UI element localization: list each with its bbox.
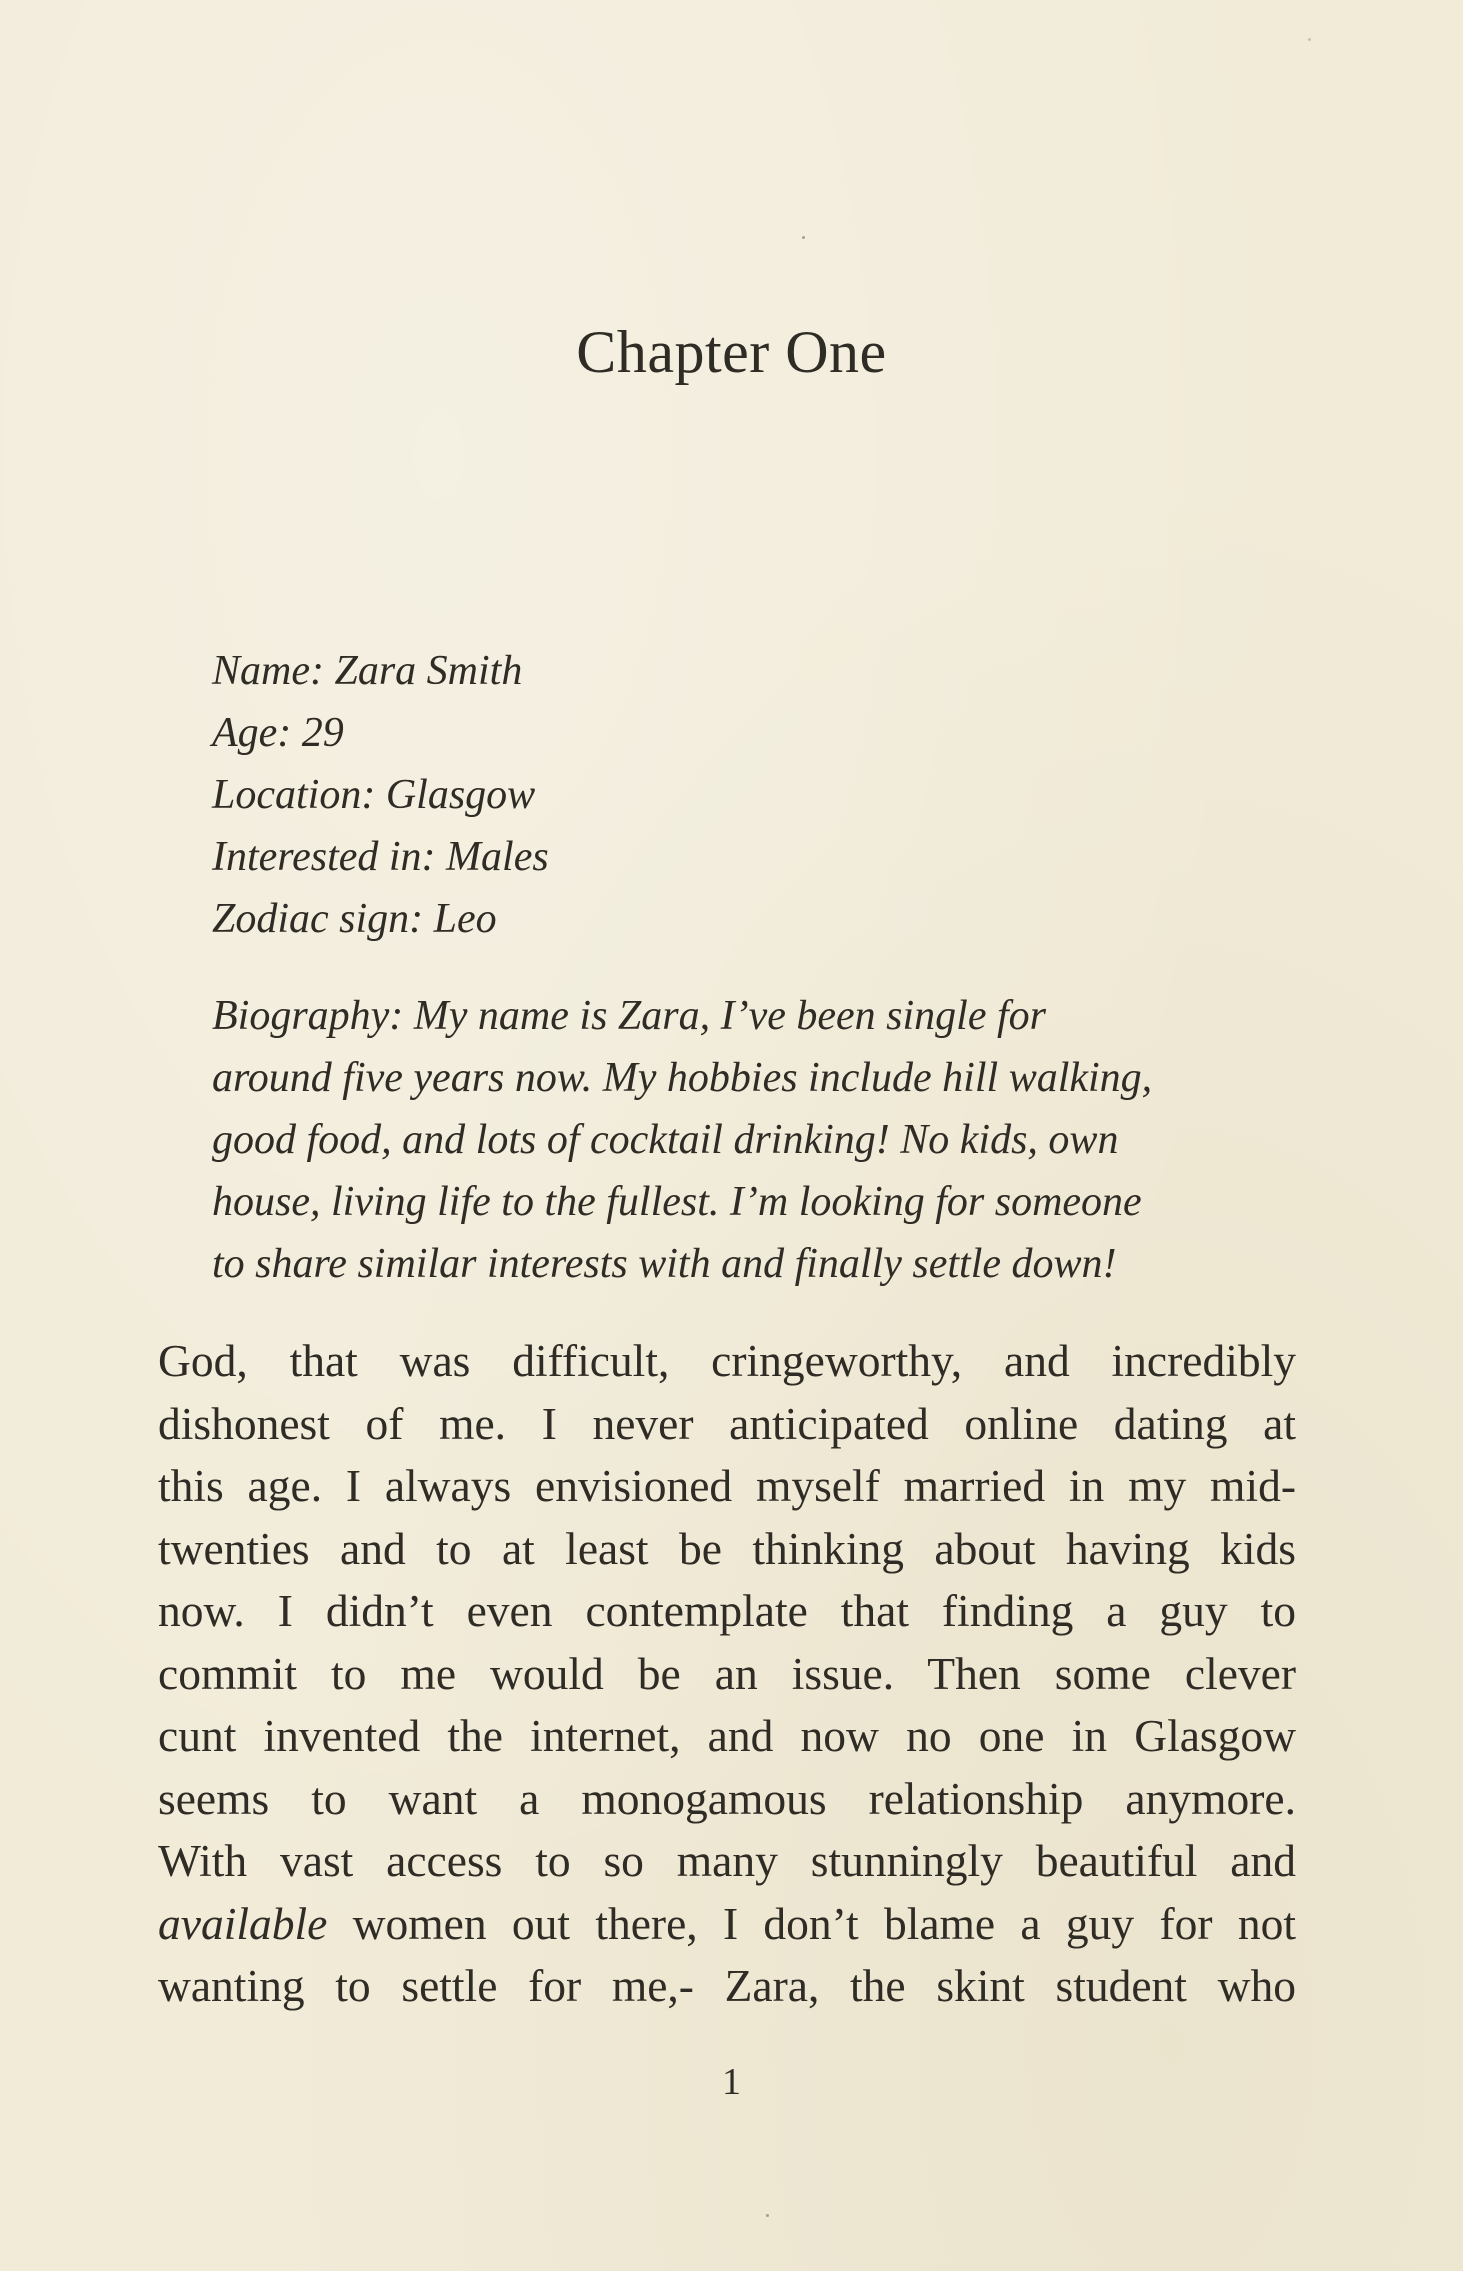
paragraph-line: With vast access to so many stunningly beautiful and <box>158 1835 1296 1886</box>
paragraph-line: twenties and to at least be thinking about having kids <box>158 1522 1296 1574</box>
paragraph-line <box>158 1893 1296 1956</box>
paragraph-line: now. I didn’t even contemplate that finding a guy to <box>158 1585 1296 1636</box>
biography-line: good food, and lots of cocktail drinking! No kids, own <box>212 1117 1119 1163</box>
paragraph-line: commit to me would be an issue. Then some clever <box>158 1647 1296 1699</box>
profile-interested-in: Interested in: Males <box>212 834 549 880</box>
paper-speck <box>802 236 805 239</box>
chapter-title: Chapter One <box>576 319 887 385</box>
dating-profile <box>212 640 1312 950</box>
paragraph-line: dishonest of me. I never anticipated online dating at <box>158 1397 1296 1449</box>
paper-speck <box>1308 38 1311 41</box>
emphasized-word: available <box>158 1897 328 1949</box>
page-number: 1 <box>722 2061 741 2103</box>
profile-age: Age: 29 <box>212 710 344 756</box>
paper-speck <box>766 2214 769 2217</box>
profile-name: Name: Zara Smith <box>212 648 523 694</box>
profile-location: Location: Glasgow <box>212 772 536 818</box>
paragraph-line: cunt invented the internet, and now no one in Glasgow <box>158 1710 1296 1761</box>
paragraph-line: this age. I always envisioned myself married in my mid- <box>158 1460 1296 1511</box>
paragraph-line: God, that was difficult, cringeworthy, and incredibly <box>158 1335 1296 1386</box>
profile-biography <box>212 985 1262 1295</box>
body-paragraph <box>158 1330 1296 2018</box>
biography-line: around five years now. My hobbies include hill walking, <box>212 1055 1153 1101</box>
biography-line: house, living life to the fullest. I’m looking for someone <box>212 1179 1142 1225</box>
biography-line: Biography: My name is Zara, I’ve been single for <box>212 993 1046 1039</box>
paragraph-line-text: women out there, I don’t blame a guy for not <box>327 1897 1296 1949</box>
paragraph-line: seems to want a monogamous relationship anymore. <box>158 1772 1296 1824</box>
paragraph-line: wanting to settle for me,- Zara, the skint student who <box>158 1960 1296 2011</box>
biography-line: to share similar interests with and finally settle down! <box>212 1241 1117 1287</box>
profile-zodiac: Zodiac sign: Leo <box>212 896 497 942</box>
